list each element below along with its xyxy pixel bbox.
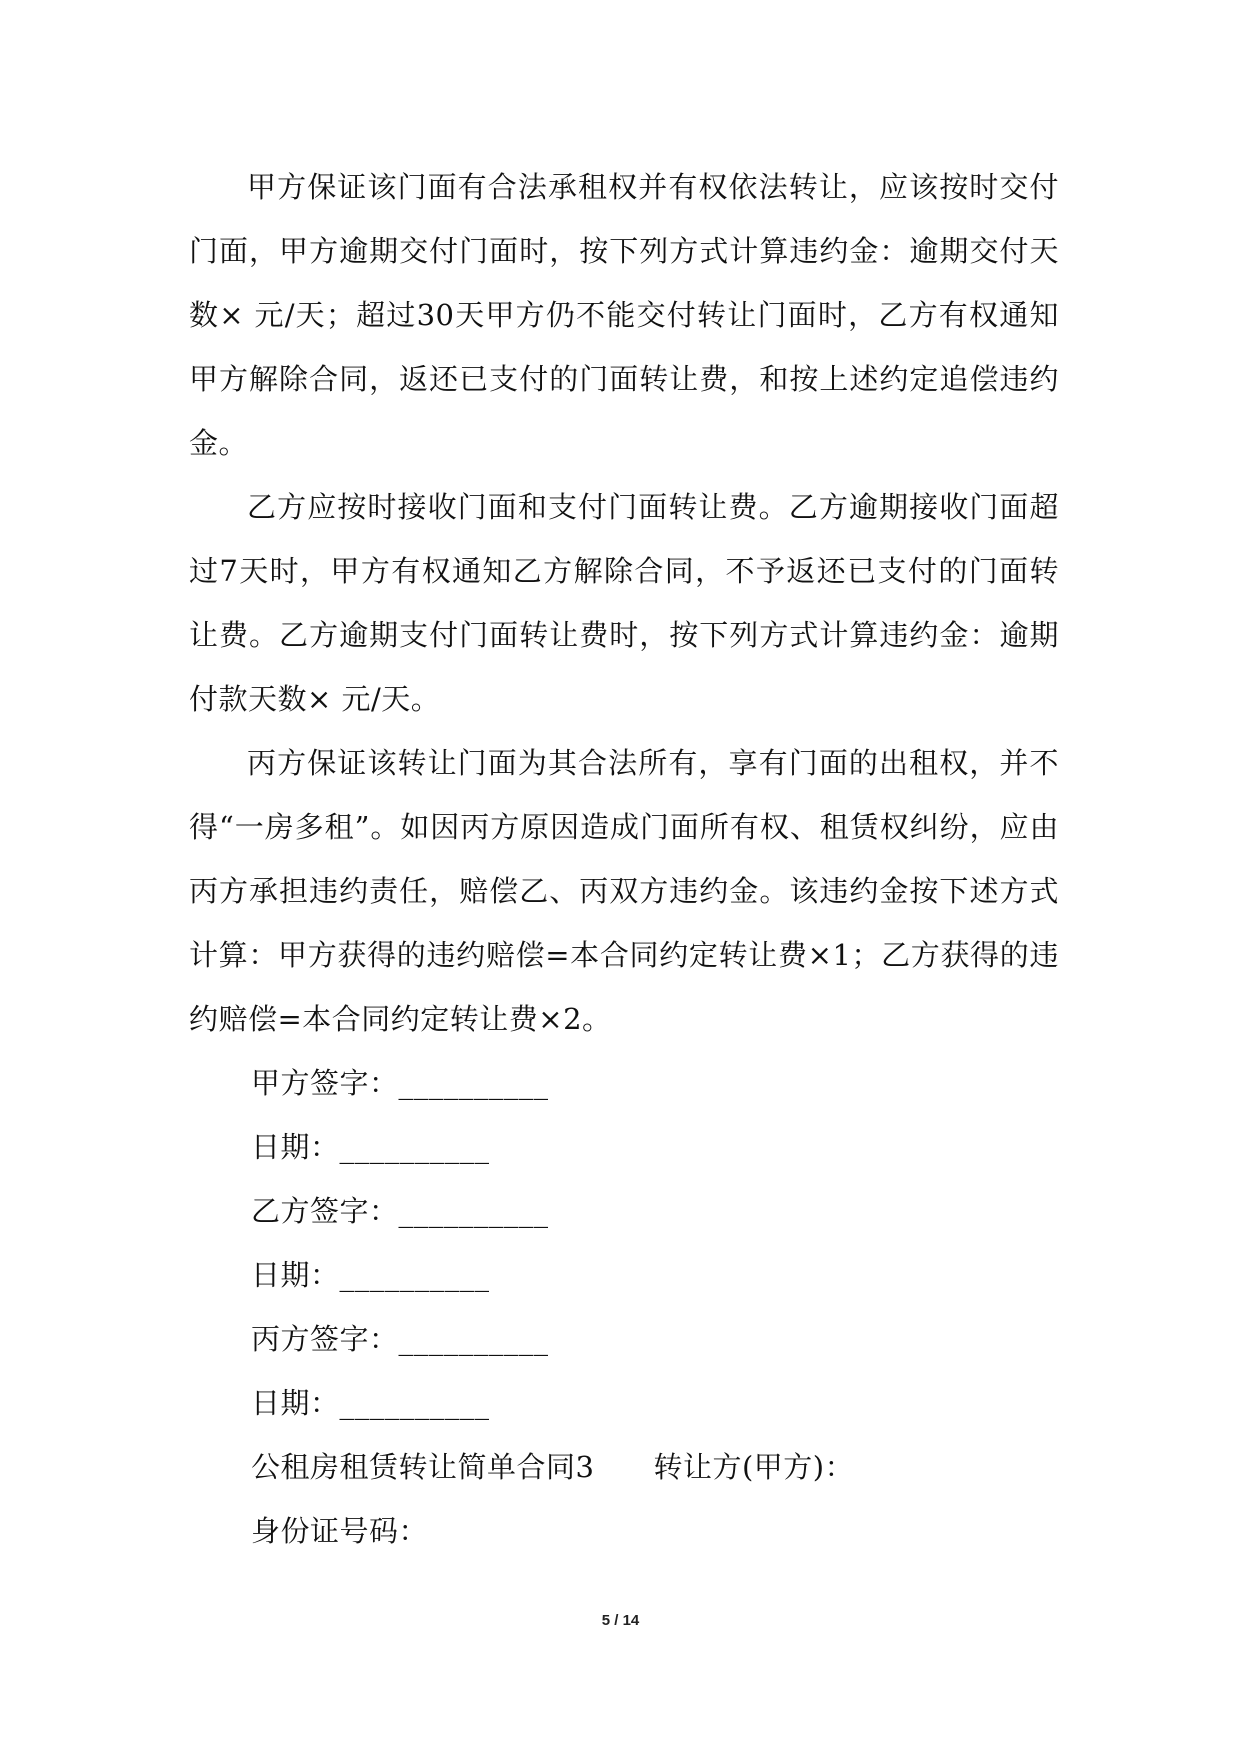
next-contract-title: 公租房租赁转让简单合同3 转让方(甲方)： xyxy=(251,1450,855,1484)
paragraph-party-a-guarantee: 甲方保证该门面有合法承租权并有权依法转让，应该按时交付门面，甲方逾期交付门面时，按下列方式计算违约金：逾期交付天数× 元/天；超过30天甲方仍不能交付转让门面时，乙方有权通知甲方解除合同，返还已支付的门面转让费，和按上述约定追偿违约金。 xyxy=(189,170,1059,460)
signature-date-c: 日期：__________ xyxy=(251,1386,490,1420)
signature-party-b: 乙方签字：__________ xyxy=(251,1194,549,1228)
signature-party-a: 甲方签字：__________ xyxy=(251,1066,549,1100)
paragraph-party-c-guarantee: 丙方保证该转让门面为其合法所有，享有门面的出租权，并不得“一房多租”。如因丙方原因造成门面所有权、租赁权纠纷，应由丙方承担违约责任，赔偿乙、丙双方违约金。该违约金按下述方式计算：甲方获得的违约赔偿=本合同约定转让费×1；乙方获得的违约赔偿=本合同约定转让费×2。 xyxy=(189,746,1059,1036)
id-number-label: 身份证号码： xyxy=(251,1514,429,1548)
signature-date-b: 日期：__________ xyxy=(251,1258,490,1292)
page-number: 5 / 14 xyxy=(601,1612,640,1629)
signature-party-c: 丙方签字：__________ xyxy=(251,1322,549,1356)
signature-date-a: 日期：__________ xyxy=(251,1130,490,1164)
document-body xyxy=(189,155,1059,1563)
paragraph-party-b-obligation: 乙方应按时接收门面和支付门面转让费。乙方逾期接收门面超过7天时，甲方有权通知乙方解除合同，不予返还已支付的门面转让费。乙方逾期支付门面转让费时，按下列方式计算违约金：逾期付款天数× 元/天。 xyxy=(189,490,1059,716)
